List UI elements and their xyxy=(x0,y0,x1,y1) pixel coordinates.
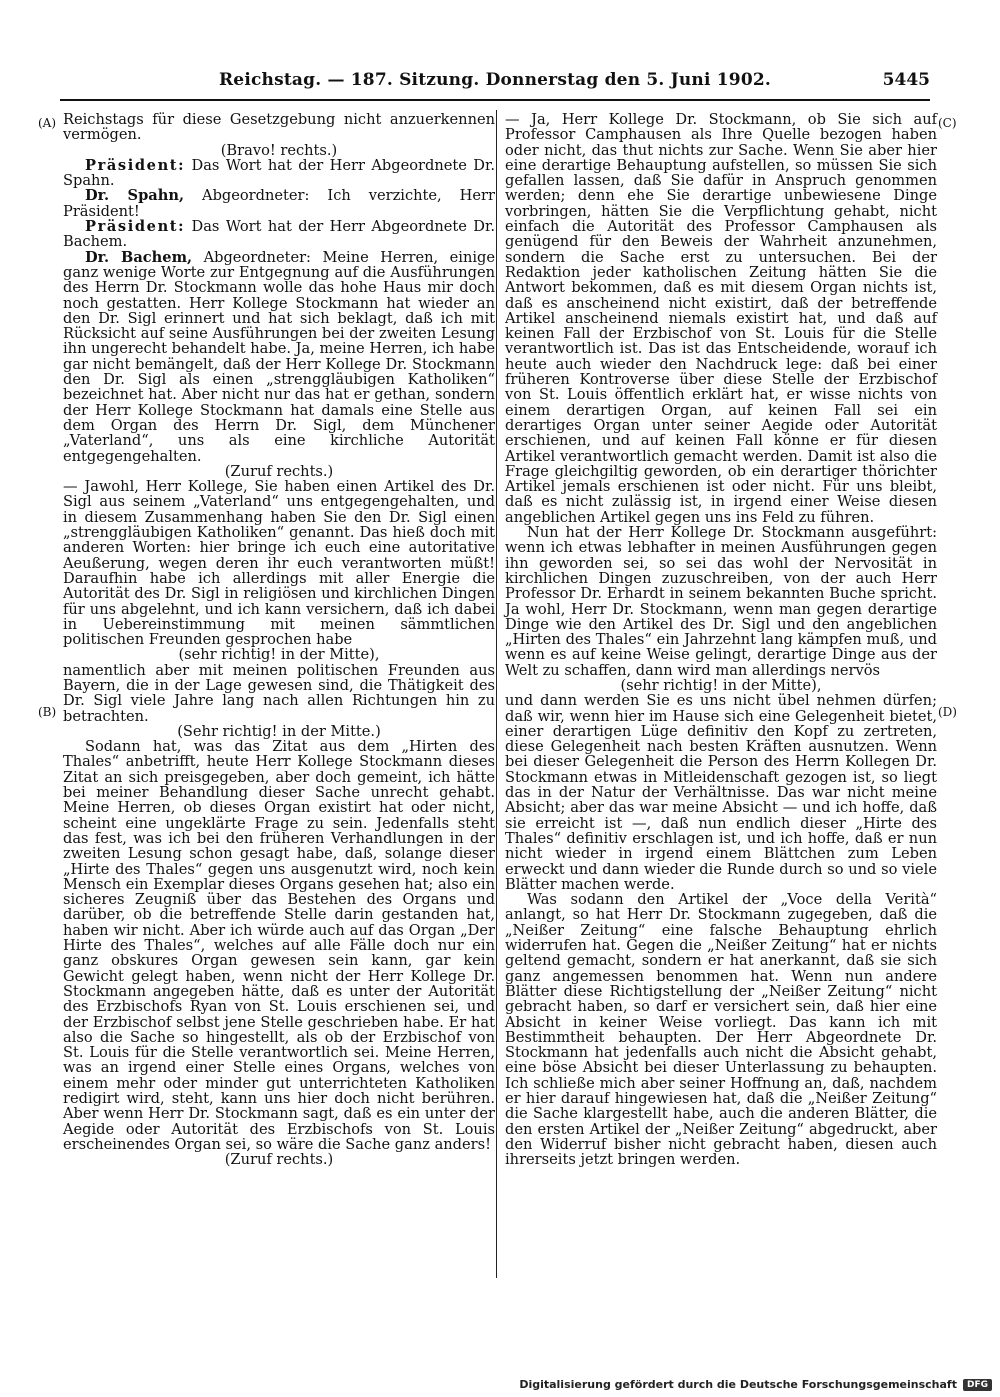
page-number: 5445 xyxy=(882,70,930,90)
paragraph: Reichstags für diese Gesetzgebung nicht anzuerkennen vermögen. xyxy=(63,111,495,144)
digitization-credit xyxy=(519,1378,992,1391)
speech-text: Das Wort hat der Herr Abgeordnete Dr. Spahn. xyxy=(63,156,495,190)
speech-text: Abgeordneter: Ich verzichte, Herr Präsident! xyxy=(63,187,495,220)
speech-text: Abgeordneter: Meine Herren, einige ganz wenige Worte zur Entgegnung auf die Ausführungen des Herrn Dr. Stockmann wolle das hohe Haus mir doch noch gestatten. Herr Kollege Stockmann hat wieder an den Dr. Sigl erinnert und hat sich beklagt, daß ich mit Rücksicht auf seine Ausführungen bei der zweiten Lesung ihn ungerecht behandelt habe. Ja, meine Herren, ich habe gar nicht bemängelt, daß der Herr Kollege Dr. Stockmann den Dr. Sigl als einen „strenggläubigen Katholiken“ bezeichnet hat. Aber nicht nur das hat er gethan, sondern der Herr Kollege Stockmann hat damals eine Stelle aus dem Organ des Herrn Dr. Sigl, dem Münchener „Vaterland“, uns als eine kirchliche Autorität entgegengehalten. xyxy=(63,248,496,465)
speaker-name: Präsident: xyxy=(85,156,186,174)
interjection: (Zuruf rechts.) xyxy=(224,462,334,480)
header-rule xyxy=(60,99,930,101)
interjection: (Zuruf rechts.) xyxy=(224,1151,334,1169)
interjection: (Bravo! rechts.) xyxy=(220,141,338,159)
column-divider xyxy=(496,110,497,1278)
margin-marker-c: (C) xyxy=(938,116,957,130)
dfg-logo-icon: DFG xyxy=(963,1379,992,1391)
paragraph: — Ja, Herr Kollege Dr. Stockmann, ob Sie sich auf Professor Camphausen als Ihre Quelle bezogen haben oder nicht, das thut nichts zur Sache. Wenn Sie aber hier eine derartige Behauptung aufstellen, so müssen Sie sich gefallen lassen, daß Sie dafür in Anspruch genommen werden; denn ehe Sie derartige unbewiesene Dinge vorbringen, hätten Sie die Verpflichtung gehabt, nicht einfach die Autorität des Professor Camphausen als genügend für den Beweis der Wahrheit anzunehmen, sondern die Sache erst zu untersuchen. Bei der Redaktion jeder katholischen Zeitung hätten Sie die Antwort bekommen, daß es mit diesem Organ nichts ist, daß es anscheinend nicht existirt, daß der betreffende Artikel anscheinend niemals existirt hat, und daß auf keinen Fall der Erzbischof von St. Louis für die Stelle verantwortlich ist. Das ist das Entscheidende, worauf ich heute auch wieder den Nachdruck lege: daß bei einer früheren Kontroverse über diese Stelle der Erzbischof von St. Louis öffentlich erklärt hat, er wisse nichts von einem derartigen Organ, auf keinen Fall sei ein derartiges Organ unter seiner Aegide oder Autorität erschienen, und auf keinen Fall könne er für diesen Artikel verantwortlich gemacht werden. Damit ist also die Frage gleichgiltig geworden, ob ein derartiger thörichter Artikel jemals erschienen ist oder nicht. Für uns bleibt, daß es nicht zulässig ist, in irgend einer Weise diesen angeblichen Artikel gegen uns ins Feld zu führen. xyxy=(505,111,937,526)
paragraph xyxy=(63,219,495,250)
footer-text: Digitalisierung gefördert durch die Deutsche Forschungsgemeinschaft xyxy=(519,1378,957,1391)
paragraph xyxy=(63,158,495,189)
margin-marker-d: (D) xyxy=(938,705,957,719)
paragraph: und dann werden Sie es uns nicht übel nehmen dürfen; daß wir, wenn hier im Hause sich eine Gelegenheit bietet, einer derartigen Lüge definitiv den Kopf zu zertreten, diese Gelegenheit nach besten Kräften ausnutzen. Wenn bei dieser Gelegenheit die Person des Herrn Kollegen Dr. Stockmann etwas in Mitleidenschaft gezogen ist, so liegt das in der Natur der Verhältnisse. Das war nicht meine Absicht; aber das war meine Absicht — und ich hoffe, daß sie erreicht ist —, daß nun endlich dieser „Hirte des Thales“ definitiv erschlagen ist, und ich hoffe, daß er nun nicht wieder in irgend einem Blättchen zum Leben erweckt und dann wieder die Runde durch so und so viele Blätter machen werde. xyxy=(505,692,937,893)
margin-marker-b: (B) xyxy=(38,705,57,719)
paragraph xyxy=(63,188,495,219)
speaker-name: Dr. Bachem, xyxy=(85,248,193,266)
speaker-name: Dr. Spahn, xyxy=(85,187,185,205)
speaker-name: Präsident: xyxy=(85,218,186,236)
margin-marker-a: (A) xyxy=(38,116,57,130)
paragraph: Was sodann den Artikel der „Voce della Verità“ anlangt, so hat Herr Dr. Stockmann zugegeben, daß die „Neißer Zeitung“ eine falsche Behauptung ehrlich widerrufen hat. Gegen die „Neißer Zeitung“ hat er nichts geltend gemacht, sondern er hat anerkannt, daß sie sich ganz angemessen benommen hat. Wenn nun andere Blätter diese Richtigstellung der „Neißer Zeitung“ nicht gebracht haben, so darf er versichert sein, daß hier eine Absicht in keiner Weise vorliegt. Das kann ich mit Bestimmtheit behaupten. Der Herr Abgeordnete Dr. Stockmann hat jedenfalls auch nicht die Absicht gehabt, eine böse Absicht bei dieser Unterlassung zu behaupten. Ich schließe mich aber seiner Hoffnung an, daß, nachdem er hier darauf hingewiesen hat, daß die „Neißer Zeitung“ die Sache klargestellt habe, auch die anderen Blätter, die den ersten Artikel der „Neißer Zeitung“ abgedruckt, aber den Widerruf bisher nicht gebracht haben, diesen auch ihrerseits jetzt bringen werden. xyxy=(505,891,937,1169)
interjection: (sehr richtig! in der Mitte), xyxy=(620,676,822,694)
page-header xyxy=(60,70,930,94)
paragraph: namentlich aber mit meinen politischen Freunden aus Bayern, die in der Lage gewesen sind, die Thätigkeit des Dr. Sigl viele Jahre lang nach allen Richtungen hin zu betrachten. xyxy=(63,661,495,725)
interjection: (sehr richtig! in der Mitte), xyxy=(178,646,380,664)
speech-text: Das Wort hat der Herr Abgeordnete Dr. Bachem. xyxy=(63,218,495,251)
interjection: (Sehr richtig! in der Mitte.) xyxy=(177,722,381,740)
paragraph xyxy=(63,250,495,464)
right-column xyxy=(505,112,937,1167)
left-column xyxy=(63,112,495,1167)
paragraph: Nun hat der Herr Kollege Dr. Stockmann ausgeführt: wenn ich etwas lebhafter in meinen Ausführungen gegen ihn geworden sei, so sei das wohl der Nervosität in kirchlichen Dingen zuzuschreiben, von der auch Herr Professor Dr. Erhardt in seinem bekannten Buche spricht. Ja wohl, Herr Dr. Stockmann, wenn man gegen derartige Dinge wie den Artikel des Dr. Sigl und den angeblichen „Hirten des Thales“ ein Jahrzehnt lang kämpfen muß, und wenn es auf keine Weise gelingt, derartige Dinge aus der Welt zu schaffen, dann wird man allerdings nervös xyxy=(505,524,937,679)
running-title: Reichstag. — 187. Sitzung. Donnerstag den 5. Juni 1902. xyxy=(218,70,772,90)
paragraph: — Jawohl, Herr Kollege, Sie haben einen Artikel des Dr. Sigl aus seinem „Vaterland“ uns entgegengehalten, und in diesem Zusammenhang haben Sie den Dr. Sigl einen „strenggläubigen Katholiken“ genannt. Das hieß doch mit anderen Worten: hier bringe ich euch eine autoritative Aeußerung, wegen deren ihr euch verantworten müßt! Daraufhin habe ich allerdings mit aller Energie die Autorität des Dr. Sigl in religiösen und kirchlichen Dingen für uns abgelehnt, und ich kann versichern, daß ich dabei in Uebereinstimmung mit meinen sämmtlichen politischen Freunden gesprochen habe xyxy=(63,478,495,649)
paragraph: Sodann hat, was das Zitat aus dem „Hirten des Thales“ anbetrifft, heute Herr Kollege Stockmann dieses Zitat an sich preisgegeben, aber doch gemeint, ich hätte bei meiner Behandlung dieser Sache unrecht gehabt. Meine Herren, ob dieses Organ existirt hat oder nicht, scheint eine ungeklärte Frage zu sein. Jedenfalls steht das fest, was ich bei den früheren Verhandlungen in der zweiten Lesung schon gesagt habe, daß, solange dieser „Hirte des Thales“ gegen uns ausgenutzt wird, noch kein Mensch ein Exemplar dieses Organs gesehen hat; also ein sicheres Zeugniß über das Bestehen des Organs und darüber, ob die betreffende Stelle darin gestanden hat, haben wir nicht. Aber ich würde auch auf das Organ „Der Hirte des Thales“, welches auf alle Fälle doch nur ein ganz obskures Organ gewesen sein kann, gar kein Gewicht gelegt haben, wenn nicht der Herr Kollege Dr. Stockmann angegeben hätte, daß es unter der Autorität des Erzbischofs Ryan von St. Louis erschienen sei, und der Erzbischof selbst jene Stelle geschrieben habe. Er hat also die Sache so hingestellt, als ob der Erzbischof von St. Louis für die Stelle verantwortlich sei. Meine Herren, was an irgend einer Stelle eines Organs, welches von einem mehr oder minder gut unterrichteten Katholiken redigirt wird, steht, kann uns hier doch nicht berühren. Aber wenn Herr Dr. Stockmann sagt, daß es ein unter der Aegide oder Autorität des Erzbischofs von St. Louis erscheinendes Organ sei, so wäre die Sache ganz anders! xyxy=(63,738,495,1153)
